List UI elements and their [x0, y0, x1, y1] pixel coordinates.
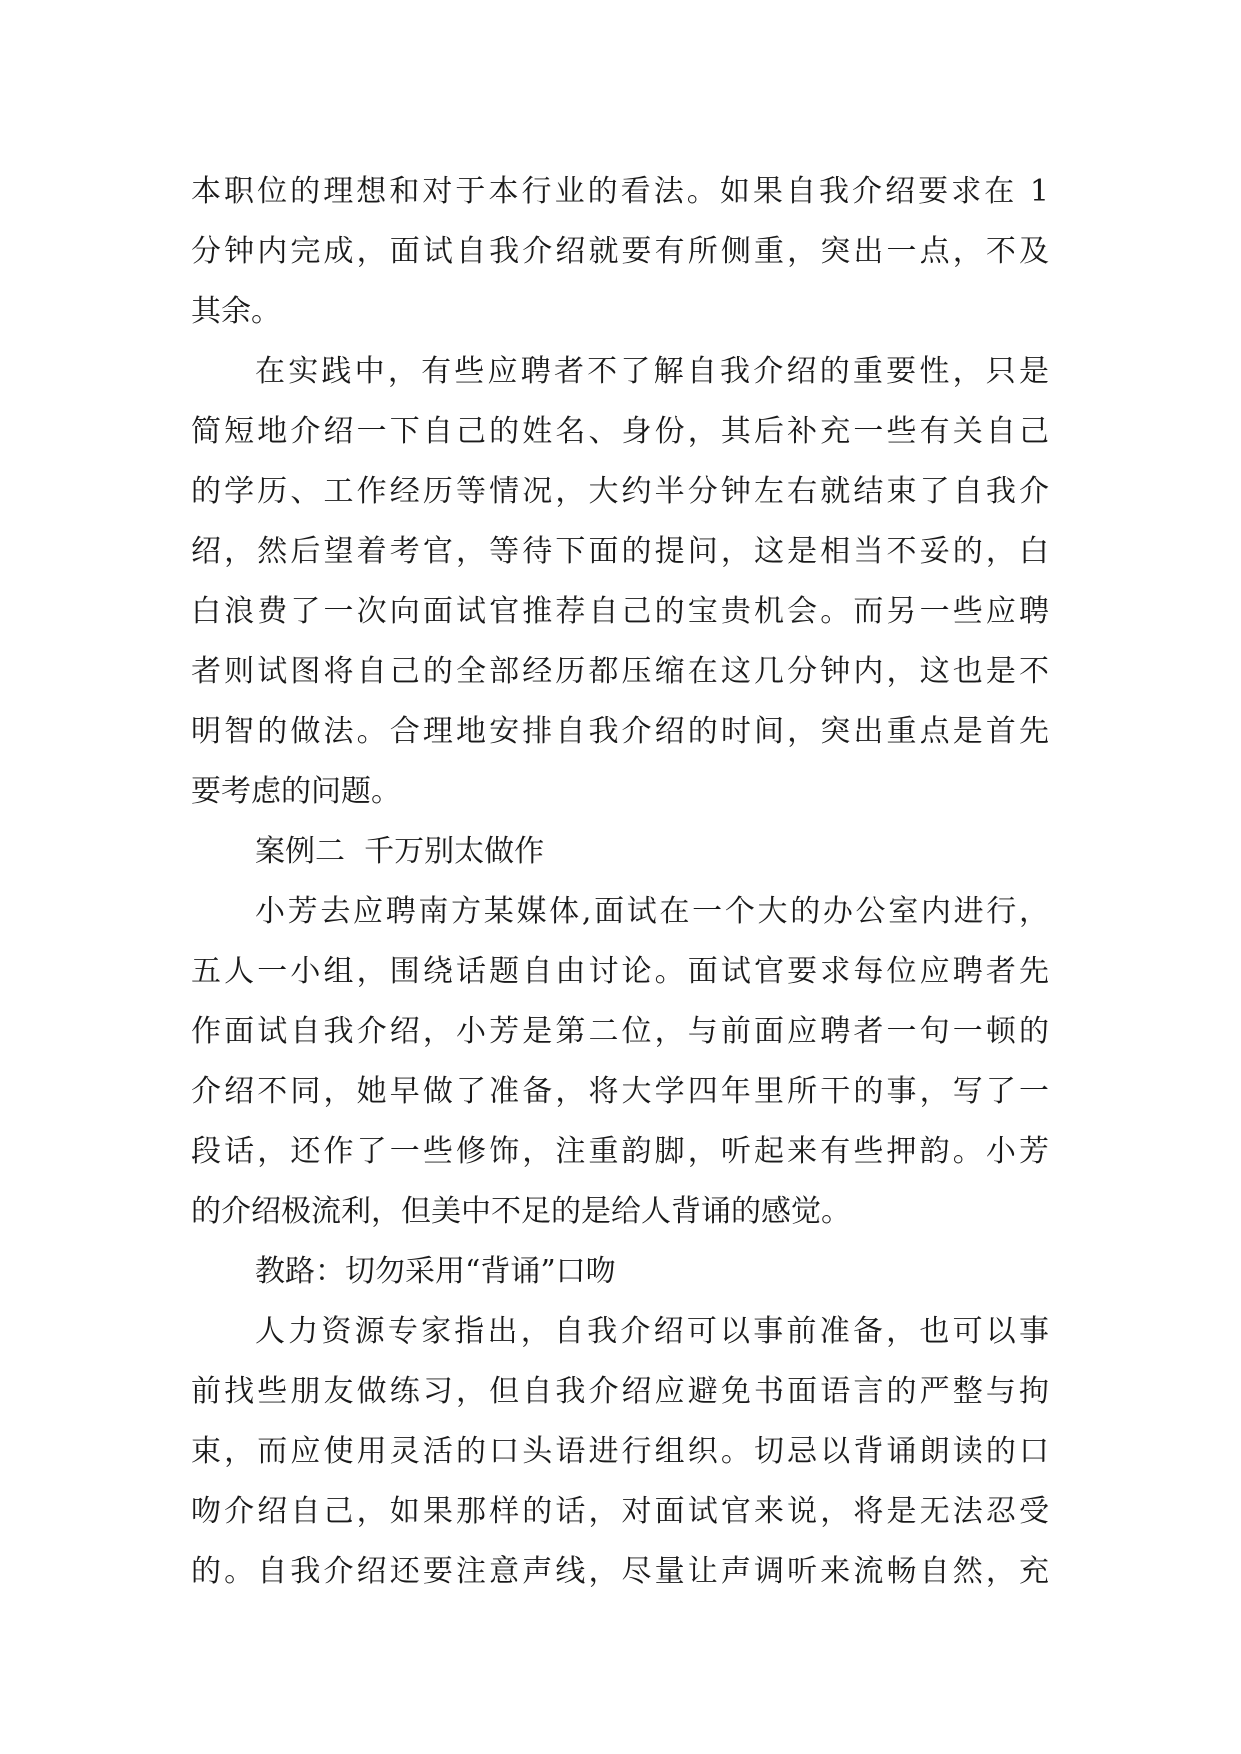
text-line: 吻介绍自己，如果那样的话，对面试官来说，将是无法忍受	[191, 1494, 1049, 1529]
text-line: 要考虑的问题。	[191, 774, 401, 809]
text-line: 明智的做法。合理地安排自我介绍的时间，突出重点是首先	[191, 714, 1049, 749]
text-line: 简短地介绍一下自己的姓名、身份，其后补充一些有关自己	[191, 414, 1049, 449]
text-line: 其余。	[191, 294, 281, 329]
text-line: 分钟内完成，面试自我介绍就要有所侧重，突出一点，不及	[191, 234, 1049, 269]
text-line: 作面试自我介绍，小芳是第二位，与前面应聘者一句一顿的	[191, 1014, 1049, 1049]
document-body	[191, 162, 1049, 1602]
text-line: 的学历、工作经历等情况，大约半分钟左右就结束了自我介	[191, 474, 1049, 509]
text-line: 段话，还作了一些修饰，注重韵脚，听起来有些押韵。小芳	[191, 1134, 1049, 1169]
paragraph-first-line: 小芳去应聘南方某媒体,面试在一个大的办公室内进行，	[255, 894, 1049, 929]
text-line: 的。自我介绍还要注意声线，尽量让声调听来流畅自然，充	[191, 1554, 1049, 1589]
text-line: 者则试图将自己的全部经历都压缩在这几分钟内，这也是不	[191, 654, 1049, 689]
paragraph-first-line: 在实践中，有些应聘者不了解自我介绍的重要性，只是	[255, 354, 1049, 389]
text-line: 本职位的理想和对于本行业的看法。如果自我介绍要求在 1	[191, 174, 1049, 209]
text-line: 绍，然后望着考官，等待下面的提问，这是相当不妥的，白	[191, 534, 1049, 569]
text-line: 介绍不同，她早做了准备，将大学四年里所干的事，写了一	[191, 1074, 1049, 1109]
lesson-heading: 教路：切勿采用“背诵”口吻	[255, 1254, 616, 1289]
text-line: 白浪费了一次向面试官推荐自己的宝贵机会。而另一些应聘	[191, 594, 1049, 629]
text-line: 五人一小组，围绕话题自由讨论。面试官要求每位应聘者先	[191, 954, 1049, 989]
text-line: 束，而应使用灵活的口头语进行组织。切忌以背诵朗读的口	[191, 1434, 1049, 1469]
paragraph-first-line: 人力资源专家指出，自我介绍可以事前准备，也可以事	[255, 1314, 1049, 1349]
case-heading: 案例二 千万别太做作	[255, 834, 545, 869]
text-line: 前找些朋友做练习，但自我介绍应避免书面语言的严整与拘	[191, 1374, 1049, 1409]
text-line: 的介绍极流利，但美中不足的是给人背诵的感觉。	[191, 1194, 851, 1229]
